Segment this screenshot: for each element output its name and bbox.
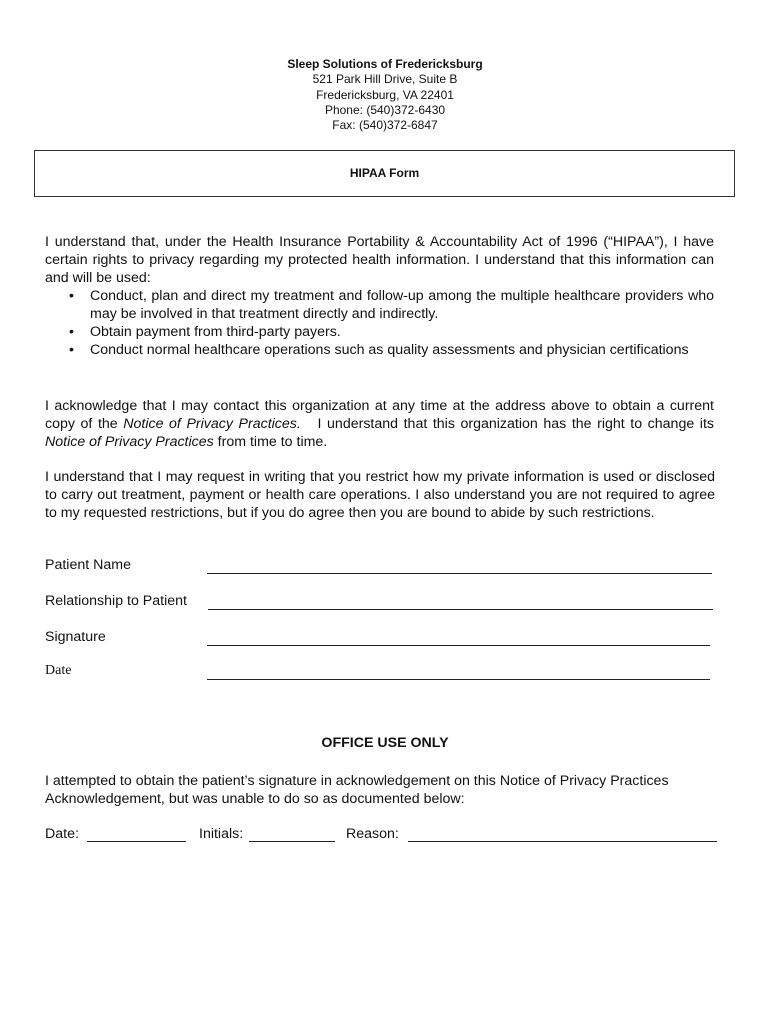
bullet-icon: • <box>69 342 74 358</box>
list-item-text: Conduct normal healthcare operations such as quality assessments and physician certifications <box>90 342 689 358</box>
relationship-line[interactable] <box>208 609 713 610</box>
org-name: Sleep Solutions of Fredericksburg <box>287 57 483 71</box>
form-title: HIPAA Form <box>349 166 420 180</box>
list-item-text: Obtain payment from third-party payers. <box>90 324 341 340</box>
patient-name-line[interactable] <box>207 573 712 574</box>
date-line[interactable] <box>207 679 710 680</box>
list-item <box>45 323 714 341</box>
restrictions-paragraph: I understand that I may request in writing that you restrict how my private information is used or disclosed to carry out treatment, payment or health care operations. I also understand you are not required to agree to my requested restrictions, but if you do agree then you are bound to abide by such restrictions. <box>45 469 715 521</box>
notice-of-privacy-text: Notice of Privacy Practices <box>45 434 214 450</box>
patient-name-label: Patient Name <box>45 557 131 573</box>
patient-name-field[interactable] <box>45 556 715 576</box>
office-reason-line[interactable] <box>408 840 717 842</box>
notice-of-privacy-link-text: Notice of Privacy Practices. <box>123 416 301 432</box>
signature-field[interactable] <box>45 628 715 648</box>
letterhead <box>0 57 770 133</box>
list-item <box>45 341 714 359</box>
bullet-icon: • <box>69 324 74 340</box>
relationship-label: Relationship to Patient <box>45 593 187 609</box>
address-line-1: 521 Park Hill Drive, Suite B <box>312 72 458 87</box>
signature-label: Signature <box>45 629 106 645</box>
rights-list <box>45 287 714 359</box>
date-label: Date <box>45 663 72 678</box>
relationship-field[interactable] <box>45 592 715 612</box>
intro-section <box>45 233 714 359</box>
office-date-line[interactable] <box>87 840 186 842</box>
acknowledge-text-2: I understand that this organization has the right to change its <box>300 416 718 432</box>
office-reason-label: Reason: <box>346 826 399 842</box>
list-item-text: Conduct, plan and direct my treatment and follow-up among the multiple healthcare providers who may be involved in that treatment directly and indirectly. <box>90 288 714 322</box>
form-title-box <box>34 150 735 197</box>
signature-line[interactable] <box>207 645 710 646</box>
office-use-title: OFFICE USE ONLY <box>321 735 449 751</box>
intro-paragraph: I understand that, under the Health Insurance Portability & Accountability Act of 1996 (“HIPAA”), I have certain rights to privacy regarding my protected health information. I understand that this information can and will be used: <box>45 234 714 286</box>
office-initials-label: Initials: <box>199 826 244 842</box>
list-item <box>45 287 714 323</box>
bullet-icon: • <box>69 288 74 304</box>
office-initials-line[interactable] <box>249 840 335 842</box>
acknowledge-text-3: from time to time. <box>213 434 328 450</box>
date-field[interactable] <box>45 662 715 682</box>
acknowledge-text-1: I acknowledge that I may contact this organization at any time at the address above to obtain a current copy of the <box>45 398 714 432</box>
address-line-2: Fredericksburg, VA 22401 <box>316 87 454 102</box>
office-attempt-paragraph: I attempted to obtain the patient’s signature in acknowledgement on this Notice of Privacy Practices Acknowledgement, but was unable to do so as documented below: <box>45 773 669 807</box>
office-date-label: Date: <box>45 826 79 842</box>
phone-number: Phone: (540)372-6430 <box>324 102 446 117</box>
fax-number: Fax: (540)372-6847 <box>332 118 438 133</box>
acknowledge-paragraph <box>45 397 718 451</box>
office-fields-row <box>45 823 735 845</box>
